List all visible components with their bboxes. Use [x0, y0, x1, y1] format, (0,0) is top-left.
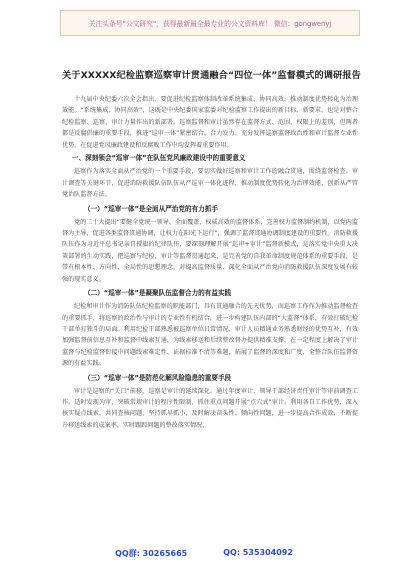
- intro-paragraph: 十九届中央纪委六次全会指出，要促进纪检监察体制改革系统集成、协同高效，推动制度优势转化为治理效能。“系统集成、协同高效”，这既是中央纪委国家监委对纪检监察工作提出的新目标、新要求，也是对整合纪检监察、巡察、审计力量作出的新部署。巡察监督和审计虽然存在监督方式、范围、权限上的差别，但两者都是反腐倡廉的重要手段，推进“巡审一体”紧密结合，合力发力，充分发挥巡察监督政治性和审计监督专业性优势，在促进党风廉政建设和反腐败工作中均发挥着重要作用。: [62, 96, 358, 149]
- section-1-3-paragraph: 审计是巡察的“关口”前移，巡察是审计的延续深化。通过年度审计、领导干部经济责任审计等审前调查工作，适时发现为审，突破常规审计的程序性限制，抓住重点问题开展“点穴式”审计。利用各自工作优势，深入核实疑点线索，共同查核问题，坚持抓早抓小，及时解决苗头性、倾向性问题，进一步提高合作成效，不断提升移送线索的成案率，实时跟踪问题的整改落实情况，: [62, 387, 358, 429]
- section-1-2-heading: （二）“巡审一体”是凝聚队伍监督合力的有益实践: [84, 289, 232, 298]
- document-body: [62, 94, 358, 431]
- section-1-1-heading: （一）“巡审一体”是全面从严治党的有力抓手: [84, 204, 218, 213]
- header-banner: [60, 10, 360, 36]
- section-1-2-paragraph: 纪检和审计作为消防队伍纪检监察的职能部门，具有贯通融合的先天优势，而巡察工作作为推动监督检查的重要抓手，将巡察的政治性与审计的专业性有机结合，进一步构建队伍内部的“大监督”体系，有效打破纪检干部单打独斗的局面。利用纪检干部熟悉被巡察单位日常情况、审计人员精通业务熟悉财经的优势互补，有效加强监督前信息互补和监督中线索互通，为线索移送和后续整改督办提供精准支撑，在一定程度上解决了审计监督与纪检监督衔接中问题线索难定性、证据标准不清等难题，拓展了监督的深度和广度，全整合队伍监督资源的有益实践。: [62, 303, 358, 368]
- document-title: 关于XXXXX纪检监察巡察审计贯通融合“四位一体”监督模式的调研报告: [62, 70, 361, 81]
- footer-contact: [0, 548, 408, 559]
- section-1-1-paragraph: 党的二十大提出“要健全党统一领导、全面覆盖、权威高效的监督体系，完善权力监督制约机制，以党内监督为主导，促进各类监督贯通协调，让权力在阳光下运行”，强调了监督贯通协调制度建设的重要性。消防救援队伍作为习近平总书记亲自授旗的纪律队伍，要深刻理解开展“巡审+审计”监督新模式，是落实党中央重大决策部署的生动实践，把巡察与纪检、审计等监督贯通起来，是完善党的自我革命制度规范体系的重要手段，是带有根本性、方向性、全局性的思想理念，对提高监督质量、深化全面从严治党向消防救援队伍深度发展有较强的现实意义。: [62, 218, 358, 283]
- banner-text: 关注头条号"公文研究"，获得最新最全最专业的公文资料库！ 微信：gongwenyj: [88, 20, 332, 28]
- section-1-3-heading: （三）“巡审一体”是防范化解风险隐患的重要手段: [84, 373, 232, 382]
- qq-group-label: QQ群: 30265665: [115, 549, 188, 558]
- section-1-paragraph: 巡察作为落实全面从严治党的一个重要手段，要切实做好巡察和审计工作的融合贯通，围绕监督检查。审计调查等关键环节，促进消防救援队伍队伍从严巡审一体化进程，推动制度优势转化为治理效能，创新从严管党治队监督方法。: [62, 168, 358, 199]
- section-1-heading: 一、深刻领会“巡审一体”在队伍党风廉政建设中的重要意义: [72, 154, 246, 163]
- qq-label: QQ: 535304092: [223, 548, 293, 557]
